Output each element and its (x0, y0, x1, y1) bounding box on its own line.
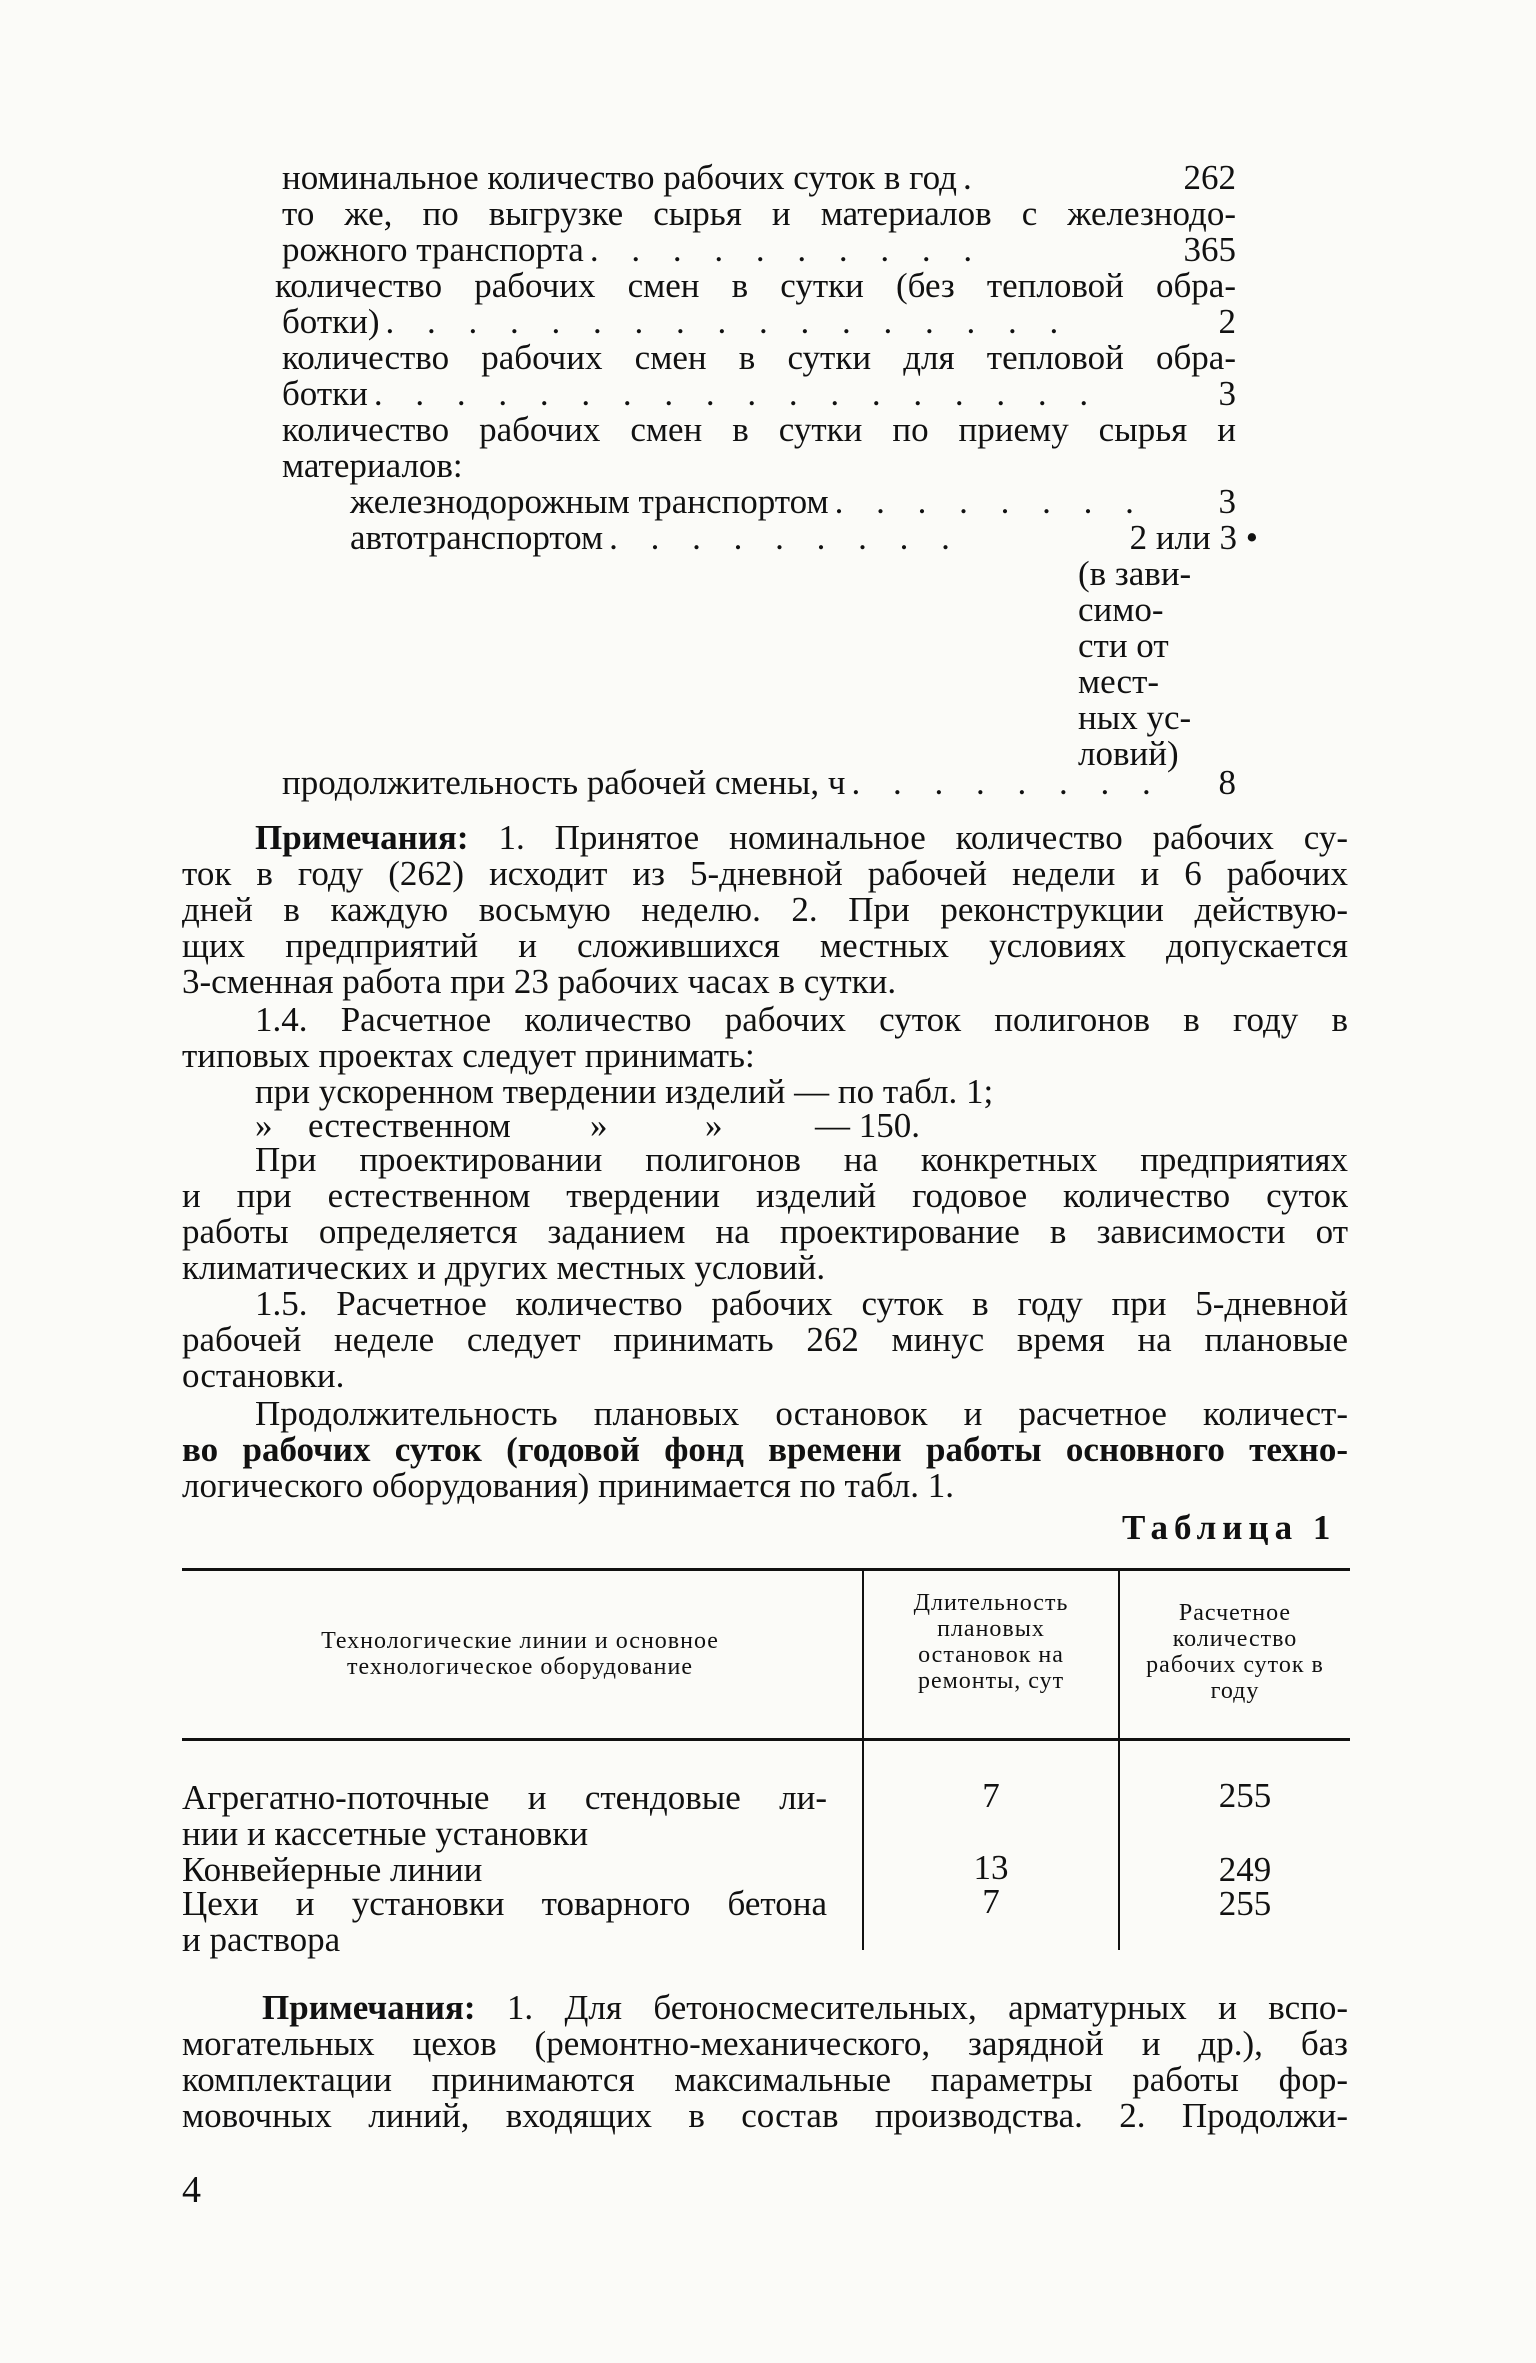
note2-line2: могательных цехов (ремонтно-механического, зарядной и др.), баз (182, 2024, 1348, 2063)
s14-line2: типовых проектах следует принимать: (182, 1036, 755, 1075)
s15-line2: рабочей неделе следует принимать 262 минус время на плановые (182, 1320, 1348, 1359)
note1-line4: щих предприятий и сложившихся местных условиях допускается (182, 926, 1348, 965)
table-row-2-name: Конвейерные линии (182, 1850, 483, 1889)
param-shifts-intake-line1: количество рабочих смен в сутки по приему сырья и (282, 410, 1236, 449)
param-auto: автотранспортом . . . . . . . . . 2 или 3 • (350, 518, 1258, 557)
s14-line4-d: » (705, 1106, 723, 1145)
table-top-rule (182, 1568, 1350, 1571)
param-nominal-days: номинальное количество рабочих суток в год . 262 (282, 158, 1236, 197)
s14-line8: климатических и других местных условий. (182, 1248, 826, 1287)
param-unloading-line1: то же, по выгрузке сырья и материалов с железнодо- (282, 194, 1236, 233)
s14-line4-c: » (590, 1106, 608, 1145)
s14-line1: 1.4. Расчетное количество рабочих суток полигонов в году в (255, 1000, 1348, 1039)
note1-line2: ток в году (262) исходит из 5-дневной рабочей недели и 6 рабочих (182, 854, 1348, 893)
param-shifts-intake-line2: материалов: (282, 446, 463, 485)
s15-line1: 1.5. Расчетное количество рабочих суток в году при 5-дневной (255, 1284, 1348, 1323)
table-header-rule (182, 1738, 1350, 1741)
param-auto-note-3: сти от (1078, 626, 1169, 665)
param-auto-note-1: (в зави- (1078, 554, 1192, 593)
s14-line6: и при естественном твердении изделий годовое количество суток (182, 1176, 1348, 1215)
s15-line6: логического оборудования) принимается по табл. 1. (182, 1466, 954, 1505)
param-unloading: рожного транспорта . . . . . . . . . . 365 (282, 230, 1236, 269)
param-shifts-no-heat: ботки) . . . . . . . . . . . . . . . . . 2 (282, 302, 1236, 341)
note1-line3: дней в каждую восьмую неделю. 2. При реконструкции действую- (182, 890, 1348, 929)
s14-line3: при ускоренном твердении изделий — по табл. 1; (255, 1072, 994, 1111)
table-row-2-count: 249 (1218, 1850, 1272, 1889)
s15-line3: остановки. (182, 1356, 345, 1395)
param-shifts-no-heat-line1: количество рабочих смен в сутки (без тепловой обра- (275, 266, 1236, 305)
note2-line3: комплектации принимаются максимальные параметры работы фор- (182, 2060, 1348, 2099)
table-row-3-name-line2: и раствора (182, 1920, 341, 1959)
param-auto-note-5: ных ус- (1078, 698, 1192, 737)
s14-line5: При проектировании полигонов на конкретных предприятиях (255, 1140, 1348, 1179)
table-row-3-name: Цехи и установки товарного бетона (182, 1884, 827, 1923)
table-row-1-days: 7 (982, 1776, 1000, 1815)
param-shifts-heat: ботки . . . . . . . . . . . . . . . . . . 3 (282, 374, 1236, 413)
s14-line7: работы определяется заданием на проектирование в зависимости от (182, 1212, 1348, 1251)
table-row-3-count: 255 (1218, 1884, 1272, 1923)
table-row-1-name-line2: нии и кассетные установки (182, 1814, 589, 1853)
table-header-duration: Длительность плановых остановок на ремонты, сут (913, 1590, 1069, 1694)
table-row-2-days: 13 (973, 1848, 1009, 1887)
table-row-1-count: 255 (1218, 1776, 1272, 1815)
s14-line4-e: — 150. (815, 1106, 920, 1145)
note1-line1: Примечания: 1. Принятое номинальное количество рабочих су- (255, 818, 1349, 857)
s14-line4-a: » (255, 1106, 273, 1145)
table-caption: Таблица 1 (1122, 1508, 1337, 1547)
param-shifts-heat-line1: количество рабочих смен в сутки для тепловой обра- (282, 338, 1236, 377)
param-auto-note-6: ловий) (1078, 734, 1179, 773)
table-row-1-name: Агрегатно-поточные и стендовые ли- (182, 1778, 827, 1817)
s14-line4-b: естественном (308, 1106, 511, 1145)
table-header-count: Расчетное количество рабочих суток в году (1146, 1600, 1324, 1704)
table-row-3-days: 7 (982, 1882, 1000, 1921)
param-rail: железнодорожным транспортом . . . . . . . . 3 (350, 482, 1236, 521)
s15-line5: во рабочих суток (годовой фонд времени работы основного техно- (182, 1430, 1348, 1469)
param-auto-note-4: мест- (1078, 662, 1160, 701)
note1-line5: 3-сменная работа при 23 рабочих часах в сутки. (182, 962, 897, 1001)
param-shift-duration: продолжительность рабочей смены, ч . . . . . . . . 8 (282, 763, 1236, 802)
s15-line4: Продолжительность плановых остановок и расчетное количест- (255, 1394, 1348, 1433)
param-auto-note-2: симо- (1078, 590, 1164, 629)
table-header-lines: Технологические линии и основное технологическое оборудование (321, 1628, 719, 1680)
page-number: 4 (182, 2169, 201, 2211)
note2-line4: мовочных линий, входящих в состав производства. 2. Продолжи- (182, 2096, 1348, 2135)
note2-line1: Примечания: 1. Для бетоносмесительных, арматурных и вспо- (262, 1988, 1348, 2027)
